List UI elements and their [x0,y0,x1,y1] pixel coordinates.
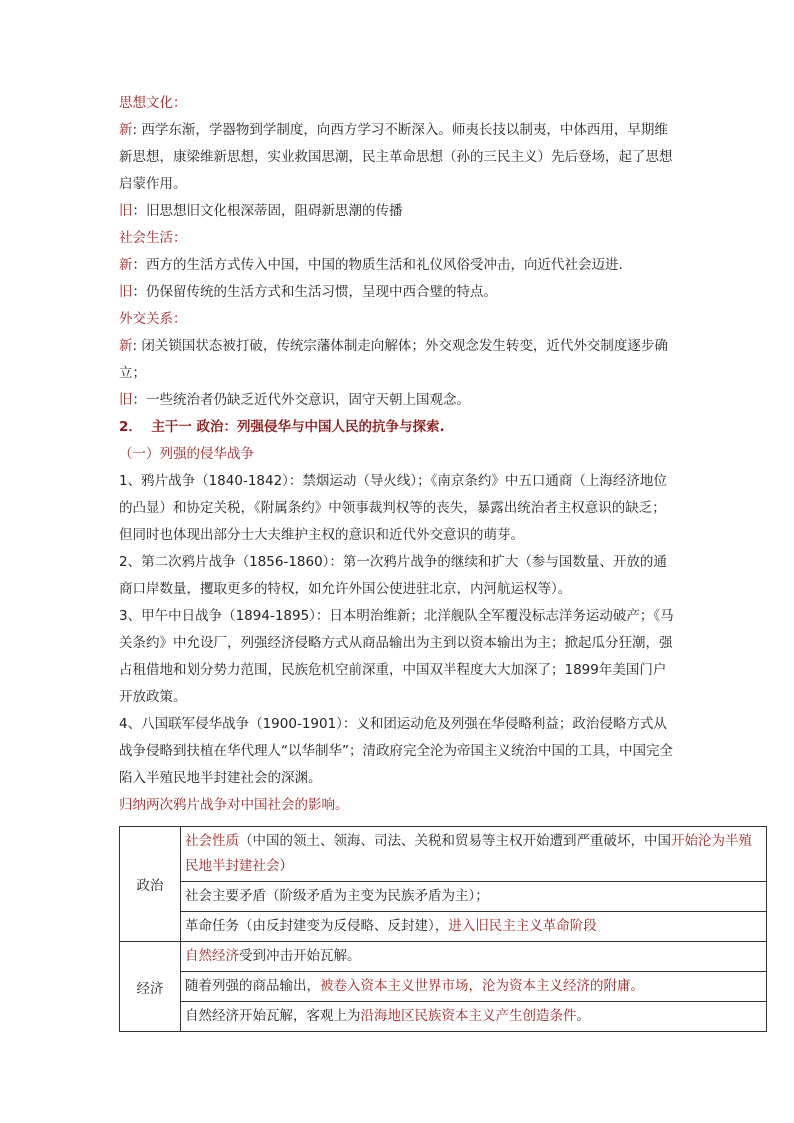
cell-text: 自然经济开始瓦解，客观上为 [185,1008,361,1024]
highlight-text: 沿海地区民族资本主义产生创造条件 [360,1008,577,1024]
sub-heading: （一）列强的侵华战争 [119,446,254,462]
diplomacy-new [119,333,679,387]
impact-table [119,826,767,1032]
culture-old-text: ：旧思想旧文化根深蒂固，阻碍新思潮的传播 [132,203,403,219]
social-old-text: ：仍保留传统的生活方式和生活习惯，呈现中西合璧的特点。 [132,284,497,300]
cell-text: 。 [576,1008,590,1024]
culture-title: 思想文化： [119,95,187,111]
politics-label: 政治 [120,827,181,942]
diplomacy-old [119,387,679,414]
diplomacy-new-text: : 闭关锁国状态被打破，传统宗藩体制走向解体；外交观念发生转变，近代外交制度逐步确立； [119,338,668,381]
economy-label: 经济 [120,942,181,1032]
culture-new-text: : 西学东渐，学器物到学制度，向西方学习不断深入。师夷长技以制夷，中体西用，早期维新思想，康梁维新思想，实业救国思潮，民主革命思想（孙的三民主义）先后登场，起了思想启蒙作用。 [119,122,673,192]
table-row [120,972,767,1002]
table-cell: 社会主要矛盾（阶级矛盾为主变为民族矛盾为主）； [181,882,767,912]
social-title: 社会生活： [119,230,187,246]
table-row [120,882,767,912]
new-label: 新 [119,122,133,138]
table-cell [181,1002,767,1032]
culture-old [119,198,679,225]
war-3: 3、甲午中日战争（1894-1895）：日本明治维新；北洋舰队全军覆没标志洋务运动破产；《马关条约》中允设厂，列强经济侵略方式从商品输出为主到以资本输出为主；掀起瓜分狂潮，强占租借地和划分势力范围，民族危机空前深重，中国双半程度大大加深了；1899年美国门户开放政策。 [119,608,674,705]
table-row [120,942,767,972]
document-body [119,90,679,819]
main-heading-number: 2． [119,419,142,435]
old-label: 旧 [119,392,133,408]
cell-text: （中国的领土、领海、司法、关税和贸易等主权开始遭到严重破坏，中国 [239,833,671,849]
table-cell [181,972,767,1002]
old-label: 旧 [119,203,133,219]
social-old [119,279,679,306]
table-cell [181,912,767,942]
cell-text: 受到冲击开始瓦解。 [239,948,361,964]
new-label: 新 [119,257,133,273]
cell-text: ） [279,858,293,874]
old-label: 旧 [119,284,133,300]
highlight-text: 社会性质 [185,833,239,849]
highlight-text: 进入旧民主主义革命阶段 [448,918,597,934]
table-cell [181,827,767,882]
table-row [120,1002,767,1032]
cell-text: 随着列强的商品输出， [185,978,320,994]
highlight-text: 开始沦为半殖民地半封建社会 [185,833,752,874]
social-new [119,252,679,279]
table-cell [181,942,767,972]
war-1: 1、鸦片战争（1840-1842）：禁烟运动（导火线）；《南京条约》中五口通商（上海经济地位的凸显）和协定关税，《附属条约》中领事裁判权等的丧失，暴露出统治者主权意识的缺乏；但同时也体现出部分士大夫维护主权的意识和近代外交意识的萌芽。 [119,473,667,543]
cell-text: 革命任务（由反封建变为反侵略、反封建）， [185,918,449,934]
table-row [120,912,767,942]
diplomacy-old-text: ：一些统治者仍缺乏近代外交意识，固守天朝上国观念。 [132,392,470,408]
main-heading [119,414,679,441]
highlight-text: 自然经济 [185,948,239,964]
summary-line: 归纳两次鸦片战争对中国社会的影响。 [119,797,349,813]
diplomacy-title: 外交关系： [119,311,187,327]
war-4: 4、八国联军侵华战争（1900-1901）：义和团运动危及列强在华侵略利益；政治侵略方式从战争侵略到扶植在华代理人“以华制华”；清政府完全沦为帝国主义统治中国的工具，中国完全陷入半殖民地半封建社会的深渊。 [119,716,673,786]
war-2: 2、第二次鸦片战争（1856-1860）：第一次鸦片战争的继续和扩大（参与国数量、开放的通商口岸数量，攫取更多的特权，如允许外国公使进驻北京，内河航运权等）。 [119,554,667,597]
new-label: 新 [119,338,133,354]
culture-new [119,117,679,198]
social-new-text: ：西方的生活方式传入中国，中国的物质生活和礼仪风俗受冲击，向近代社会迈进. [132,257,623,273]
main-heading-text: 主干一 政治：列强侵华与中国人民的抗争与探索. [151,419,445,435]
highlight-text: 被卷入资本主义世界市场，沦为资本主义经济的附庸。 [320,978,644,994]
table-row [120,827,767,882]
